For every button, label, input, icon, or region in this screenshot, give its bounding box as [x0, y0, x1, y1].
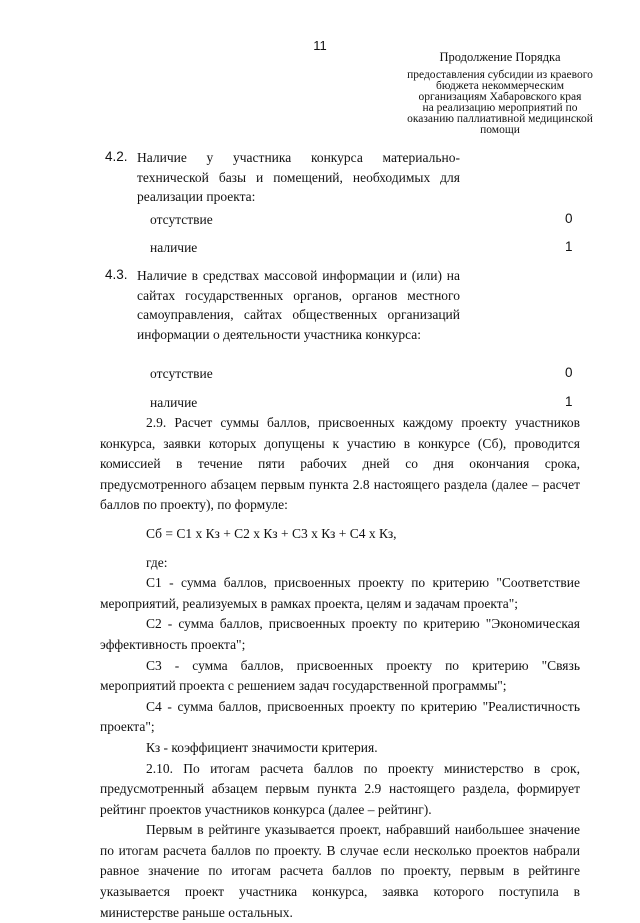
header-title: Продолжение Порядка	[439, 50, 561, 64]
option-score: 0	[565, 211, 573, 226]
criterion-text: Наличие в средствах массовой информации и (или) на сайтах государственных органов, органов местного самоуправления, сайтах общественных организаций информации о деятельности участника конкурса:	[137, 268, 460, 342]
formula: Сб = С1 х Кз + С2 х Кз + С3 х Кз + С4 х Кз,	[146, 525, 397, 541]
option-score: 1	[565, 394, 573, 409]
paragraph-rating: Первым в рейтинге указывается проект, набравший наибольшее значение по итогам расчета баллов по проекту. В случае если несколько проектов набрали равное значение по итогам расчета баллов по проекту, первым в рейтинге указывается проект участника конкурса, заявка которого поступила в министерстве раньше остальных.	[100, 822, 580, 920]
body-section	[100, 413, 580, 923]
criterion-number: 4.3.	[105, 267, 128, 282]
criterion-text: Наличие у участника конкурса материально-технической базы и помещений, необходимых для реализации проекта:	[137, 150, 460, 204]
option-score: 1	[565, 239, 573, 254]
where-label: где:	[146, 554, 168, 570]
definition-c2: С2 - сумма баллов, присвоенных проекту по критерию "Экономическая эффективность проекта";	[100, 616, 580, 652]
header-subtitle-line: оказанию паллиативной медицинской	[407, 113, 593, 125]
definition-c1: С1 - сумма баллов, присвоенных проекту по критерию "Соответствие мероприятий, реализуемых в рамках проекта, целям и задачам проекта";	[100, 575, 580, 611]
header-subtitle-line: предоставления субсидии из краевого	[407, 69, 593, 81]
criterion-number: 4.2.	[105, 149, 128, 164]
paragraph-2-10: 2.10. По итогам расчета баллов по проекту министерство в срок, предусмотренный абзацем первым пункта 2.9 настоящего раздела, формирует рейтинг проектов участников конкурса (далее – рейтинг).	[100, 760, 580, 817]
header-subtitle-line: на реализацию мероприятий по	[422, 102, 578, 114]
header-subtitle-line: бюджета некоммерческим	[436, 80, 564, 92]
header-subtitle-line: организациям Хабаровского края	[418, 91, 582, 103]
header-subtitle-line: помощи	[480, 124, 520, 136]
definition-c3: С3 - сумма баллов, присвоенных проекту по критерию "Связь мероприятий проекта с решением задач государственной программы";	[100, 657, 580, 694]
definition-kz: Кз - коэффициент значимости критерия.	[146, 739, 378, 755]
option-label: отсутствие	[150, 366, 213, 381]
option-label: наличие	[150, 395, 198, 410]
paragraph-2-9: 2.9. Расчет суммы баллов, присвоенных каждому проекту участников конкурса, заявки которых допущены к участию в конкурсе (Сб), проводится комиссией в течение пяти рабочих дней со дня окончания срока, предусмотренного абзацем первым пункта 2.8 настоящего раздела (далее – расчет баллов по проекту), по формуле:	[100, 415, 580, 513]
header-subtitle	[385, 70, 615, 136]
option-label: отсутствие	[150, 212, 213, 227]
option-score: 0	[565, 365, 573, 380]
option-label: наличие	[150, 240, 198, 255]
page-number: 11	[313, 38, 327, 53]
definition-c4: С4 - сумма баллов, присвоенных проекту по критерию "Реалистичность проекта";	[100, 698, 580, 735]
